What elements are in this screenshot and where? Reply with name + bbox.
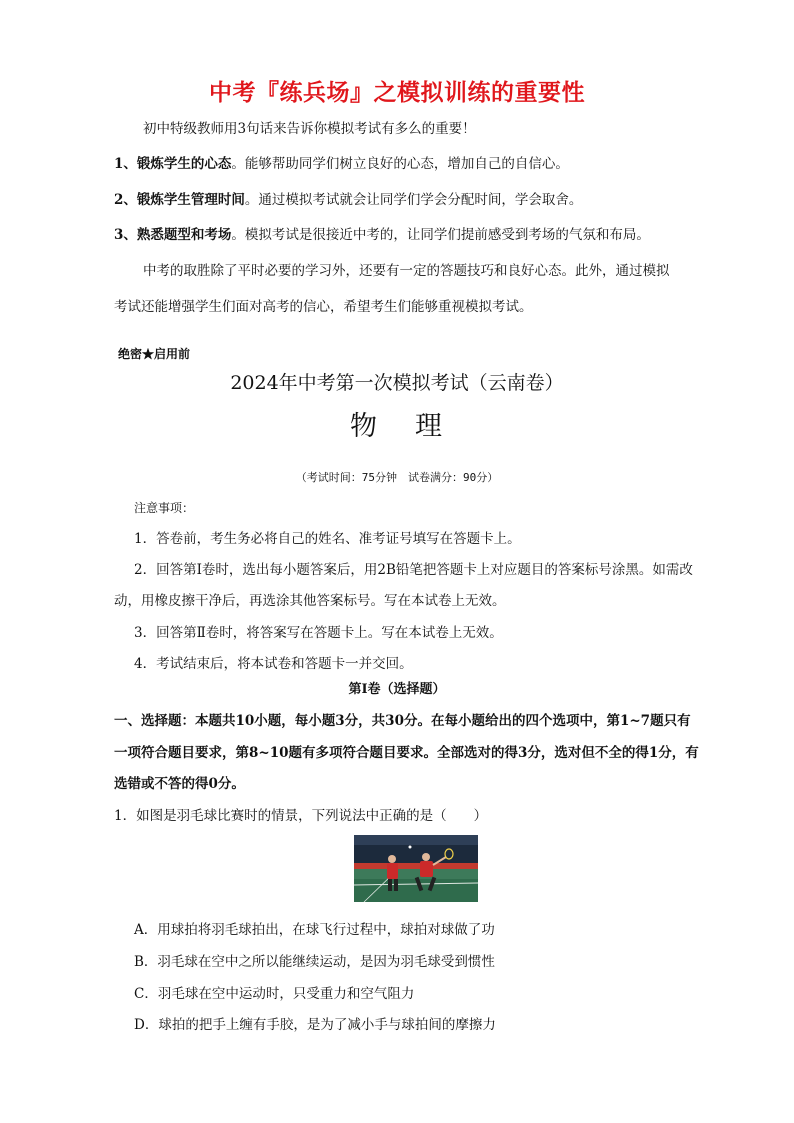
point-heading: 熟悉题型和考场 — [136, 227, 232, 243]
point-body: 。通过模拟考试就会让同学们学会分配时间，学会取舍。 — [244, 192, 583, 208]
note-item: 4．考试结束后，将本试卷和答题卡一并交回。 — [134, 656, 413, 672]
part-intro-line: 一、选择题：本题共10小题，每小题3分，共30分。在每小题给出的四个选项中，第1~7题只有 — [114, 713, 691, 729]
point-number: 3、 — [114, 227, 137, 243]
point-number: 2、 — [114, 192, 137, 208]
point-number: 1、 — [114, 156, 137, 172]
section-heading: 第Ⅰ卷（选择题） — [348, 682, 446, 697]
promo-point-3 — [114, 223, 650, 243]
option-a: A．用球拍将羽毛球拍出，在球飞行过程中，球拍对球做了功 — [134, 922, 495, 938]
promo-point-1 — [114, 152, 569, 172]
note-item: 动，用橡皮擦干净后，再选涂其他答案标号。写在本试卷上无效。 — [114, 593, 506, 609]
notes-title: 注意事项： — [134, 501, 195, 515]
subject-char-1: 物 — [350, 411, 379, 442]
note-item: 3．回答第Ⅱ卷时，将答案写在答题卡上。写在本试卷上无效。 — [134, 625, 503, 641]
promo-title: 中考『练兵场』之模拟训练的重要性 — [209, 80, 585, 106]
subject-char-2: 理 — [415, 411, 444, 442]
option-b: B．羽毛球在空中之所以能继续运动，是因为羽毛球受到惯性 — [134, 954, 495, 970]
exam-info: （考试时间：75分钟 试卷满分：90分） — [295, 471, 499, 484]
point-body: 。模拟考试是很接近中考的，让同学们提前感受到考场的气氛和布局。 — [231, 227, 650, 243]
promo-point-2 — [114, 188, 582, 208]
point-body: 。能够帮助同学们树立良好的心态，增加自己的自信心。 — [231, 156, 569, 172]
question-stem: 1．如图是羽毛球比赛时的情景，下列说法中正确的是（ ） — [114, 808, 488, 824]
exam-subject — [0, 404, 794, 443]
part-intro-line: 一项符合题目要求，第8~10题有多项符合题目要求。全部选对的得3分，选对但不全的得1分，有 — [114, 745, 699, 761]
secret-mark: 绝密★启用前 — [118, 347, 191, 361]
badminton-photo — [354, 835, 478, 902]
point-heading: 锻炼学生管理时间 — [136, 192, 245, 208]
note-item: 2．回答第Ⅰ卷时，选出每小题答案后，用2B铅笔把答题卡上对应题目的答案标号涂黑。如需改 — [134, 562, 693, 578]
option-d: D．球拍的把手上缠有手胶，是为了减小手与球拍间的摩擦力 — [134, 1017, 496, 1033]
promo-closing-line-2: 考试还能增强学生们面对高考的信心，希望考生们能够重视模拟考试。 — [114, 299, 533, 315]
promo-intro: 初中特级教师用3句话来告诉你模拟考试有多么的重要！ — [143, 121, 476, 137]
exam-title: 2024年中考第一次模拟考试（云南卷） — [230, 372, 564, 394]
promo-closing-line-1: 中考的取胜除了平时必要的学习外，还要有一定的答题技巧和良好心态。此外，通过模拟 — [143, 263, 670, 279]
option-c: C．羽毛球在空中运动时，只受重力和空气阻力 — [134, 986, 415, 1002]
note-item: 1．答卷前，考生务必将自己的姓名、准考证号填写在答题卡上。 — [134, 531, 521, 547]
part-intro-line: 选错或不答的得0分。 — [114, 776, 245, 792]
point-heading: 锻炼学生的心态 — [136, 156, 232, 172]
